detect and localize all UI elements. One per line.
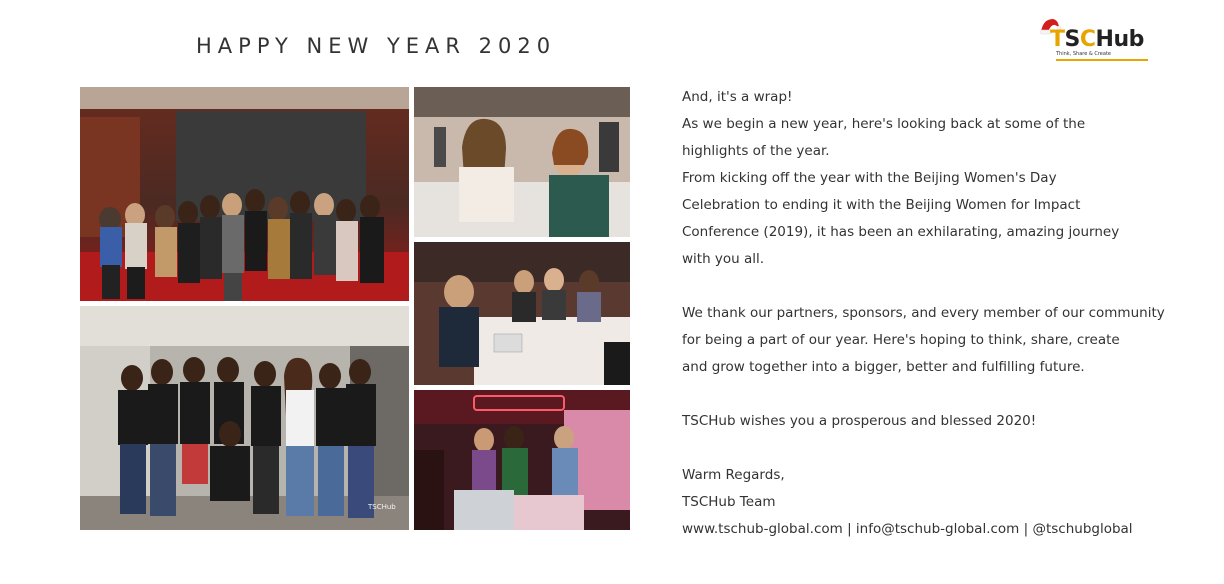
signoff-team: TSCHub Team xyxy=(682,494,776,510)
message-spacer xyxy=(682,273,1202,300)
message-line: Celebration to ending it with the Beijing Women for Impact xyxy=(682,197,1081,213)
conference-table-photo xyxy=(414,242,630,385)
message-line: We thank our partners, sponsors, and every member of our community xyxy=(682,305,1165,321)
message-spacer xyxy=(682,381,1202,408)
signoff-line: Warm Regards, xyxy=(682,467,785,483)
message-line: highlights of the year. xyxy=(682,143,830,159)
message-line: and grow together into a bigger, better and fulfilling future. xyxy=(682,359,1085,375)
page-title: HAPPY NEW YEAR 2020 xyxy=(196,34,557,58)
tschub-logo[interactable] xyxy=(1036,16,1152,62)
message-line: Conference (2019), it has been an exhilarating, amazing journey xyxy=(682,224,1120,240)
group-stage-photo xyxy=(80,87,409,301)
team-black-tshirts-photo xyxy=(80,306,409,530)
message-line: From kicking off the year with the Beijing Women's Day xyxy=(682,170,1057,186)
message-spacer xyxy=(682,435,1202,462)
arcade-event-photo xyxy=(414,390,630,530)
workshop-discussion-photo xyxy=(414,87,630,237)
message-text xyxy=(682,84,1202,543)
contact-links[interactable]: www.tschub-global.com | info@tschub-global.com | @tschubglobal xyxy=(682,521,1133,537)
message-line: with you all. xyxy=(682,251,765,267)
message-line: As we begin a new year, here's looking back at some of the xyxy=(682,116,1086,132)
message-line: And, it's a wrap! xyxy=(682,89,793,105)
logo-tagline: Think, Share & Create xyxy=(1056,51,1111,57)
photo-watermark: TSCHub xyxy=(368,503,396,511)
logo-underline xyxy=(1056,59,1148,61)
logo-wordmark: TSCHub xyxy=(1050,27,1144,52)
message-line: TSCHub wishes you a prosperous and blessed 2020! xyxy=(682,413,1037,429)
message-line: for being a part of our year. Here's hoping to think, share, create xyxy=(682,332,1120,348)
